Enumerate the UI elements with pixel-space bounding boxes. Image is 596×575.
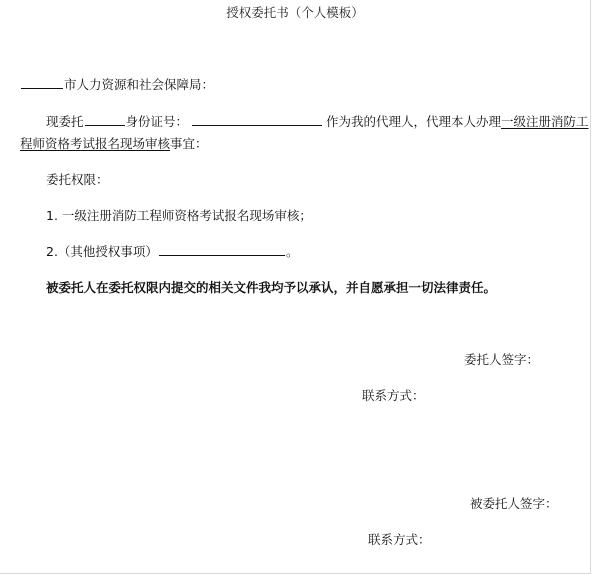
agent-text: 作为我的代理人，代理本人办理 [326, 114, 502, 129]
scope-item-2-suffix: 。 [285, 244, 299, 259]
agent-contact-label: 联系方式： [368, 532, 431, 547]
principal-label: 现委托 [46, 114, 84, 129]
scope-label: 委托权限： [46, 172, 109, 187]
addressee-line [20, 76, 214, 93]
agent-name-blank[interactable] [85, 113, 125, 126]
liability-statement: 被委托人在委托权限内提交的相关文件我均予以承认，并自愿承担一切法律责任。 [46, 280, 497, 295]
agent-signature-label: 被委托人签字： [470, 496, 558, 511]
principal-contact-label: 联系方式： [362, 388, 425, 403]
delegation-line-2 [20, 136, 208, 152]
scope-item-2 [46, 243, 298, 260]
document-title: 授权委托书（个人模板） [226, 5, 364, 20]
scope-item-2-prefix: 2.（其他授权事项） [46, 244, 158, 259]
id-number-blank[interactable] [192, 113, 322, 126]
principal-signature-label: 委托人签字： [464, 352, 540, 367]
scope-item-1: 1. 一级注册消防工程师资格考试报名现场审核； [46, 208, 312, 223]
addressee-text: 市人力资源和社会保障局： [64, 77, 215, 92]
city-blank[interactable] [21, 76, 63, 89]
matter-text-2: 程师资格考试报名现场审核 [20, 136, 171, 151]
id-label: 身份证号： [125, 114, 189, 129]
other-matters-blank[interactable] [159, 243, 285, 256]
matter-ending: 事宜： [170, 136, 208, 151]
delegation-line-1 [46, 113, 589, 130]
matter-text-1: 一级注册消防工 [501, 114, 589, 129]
